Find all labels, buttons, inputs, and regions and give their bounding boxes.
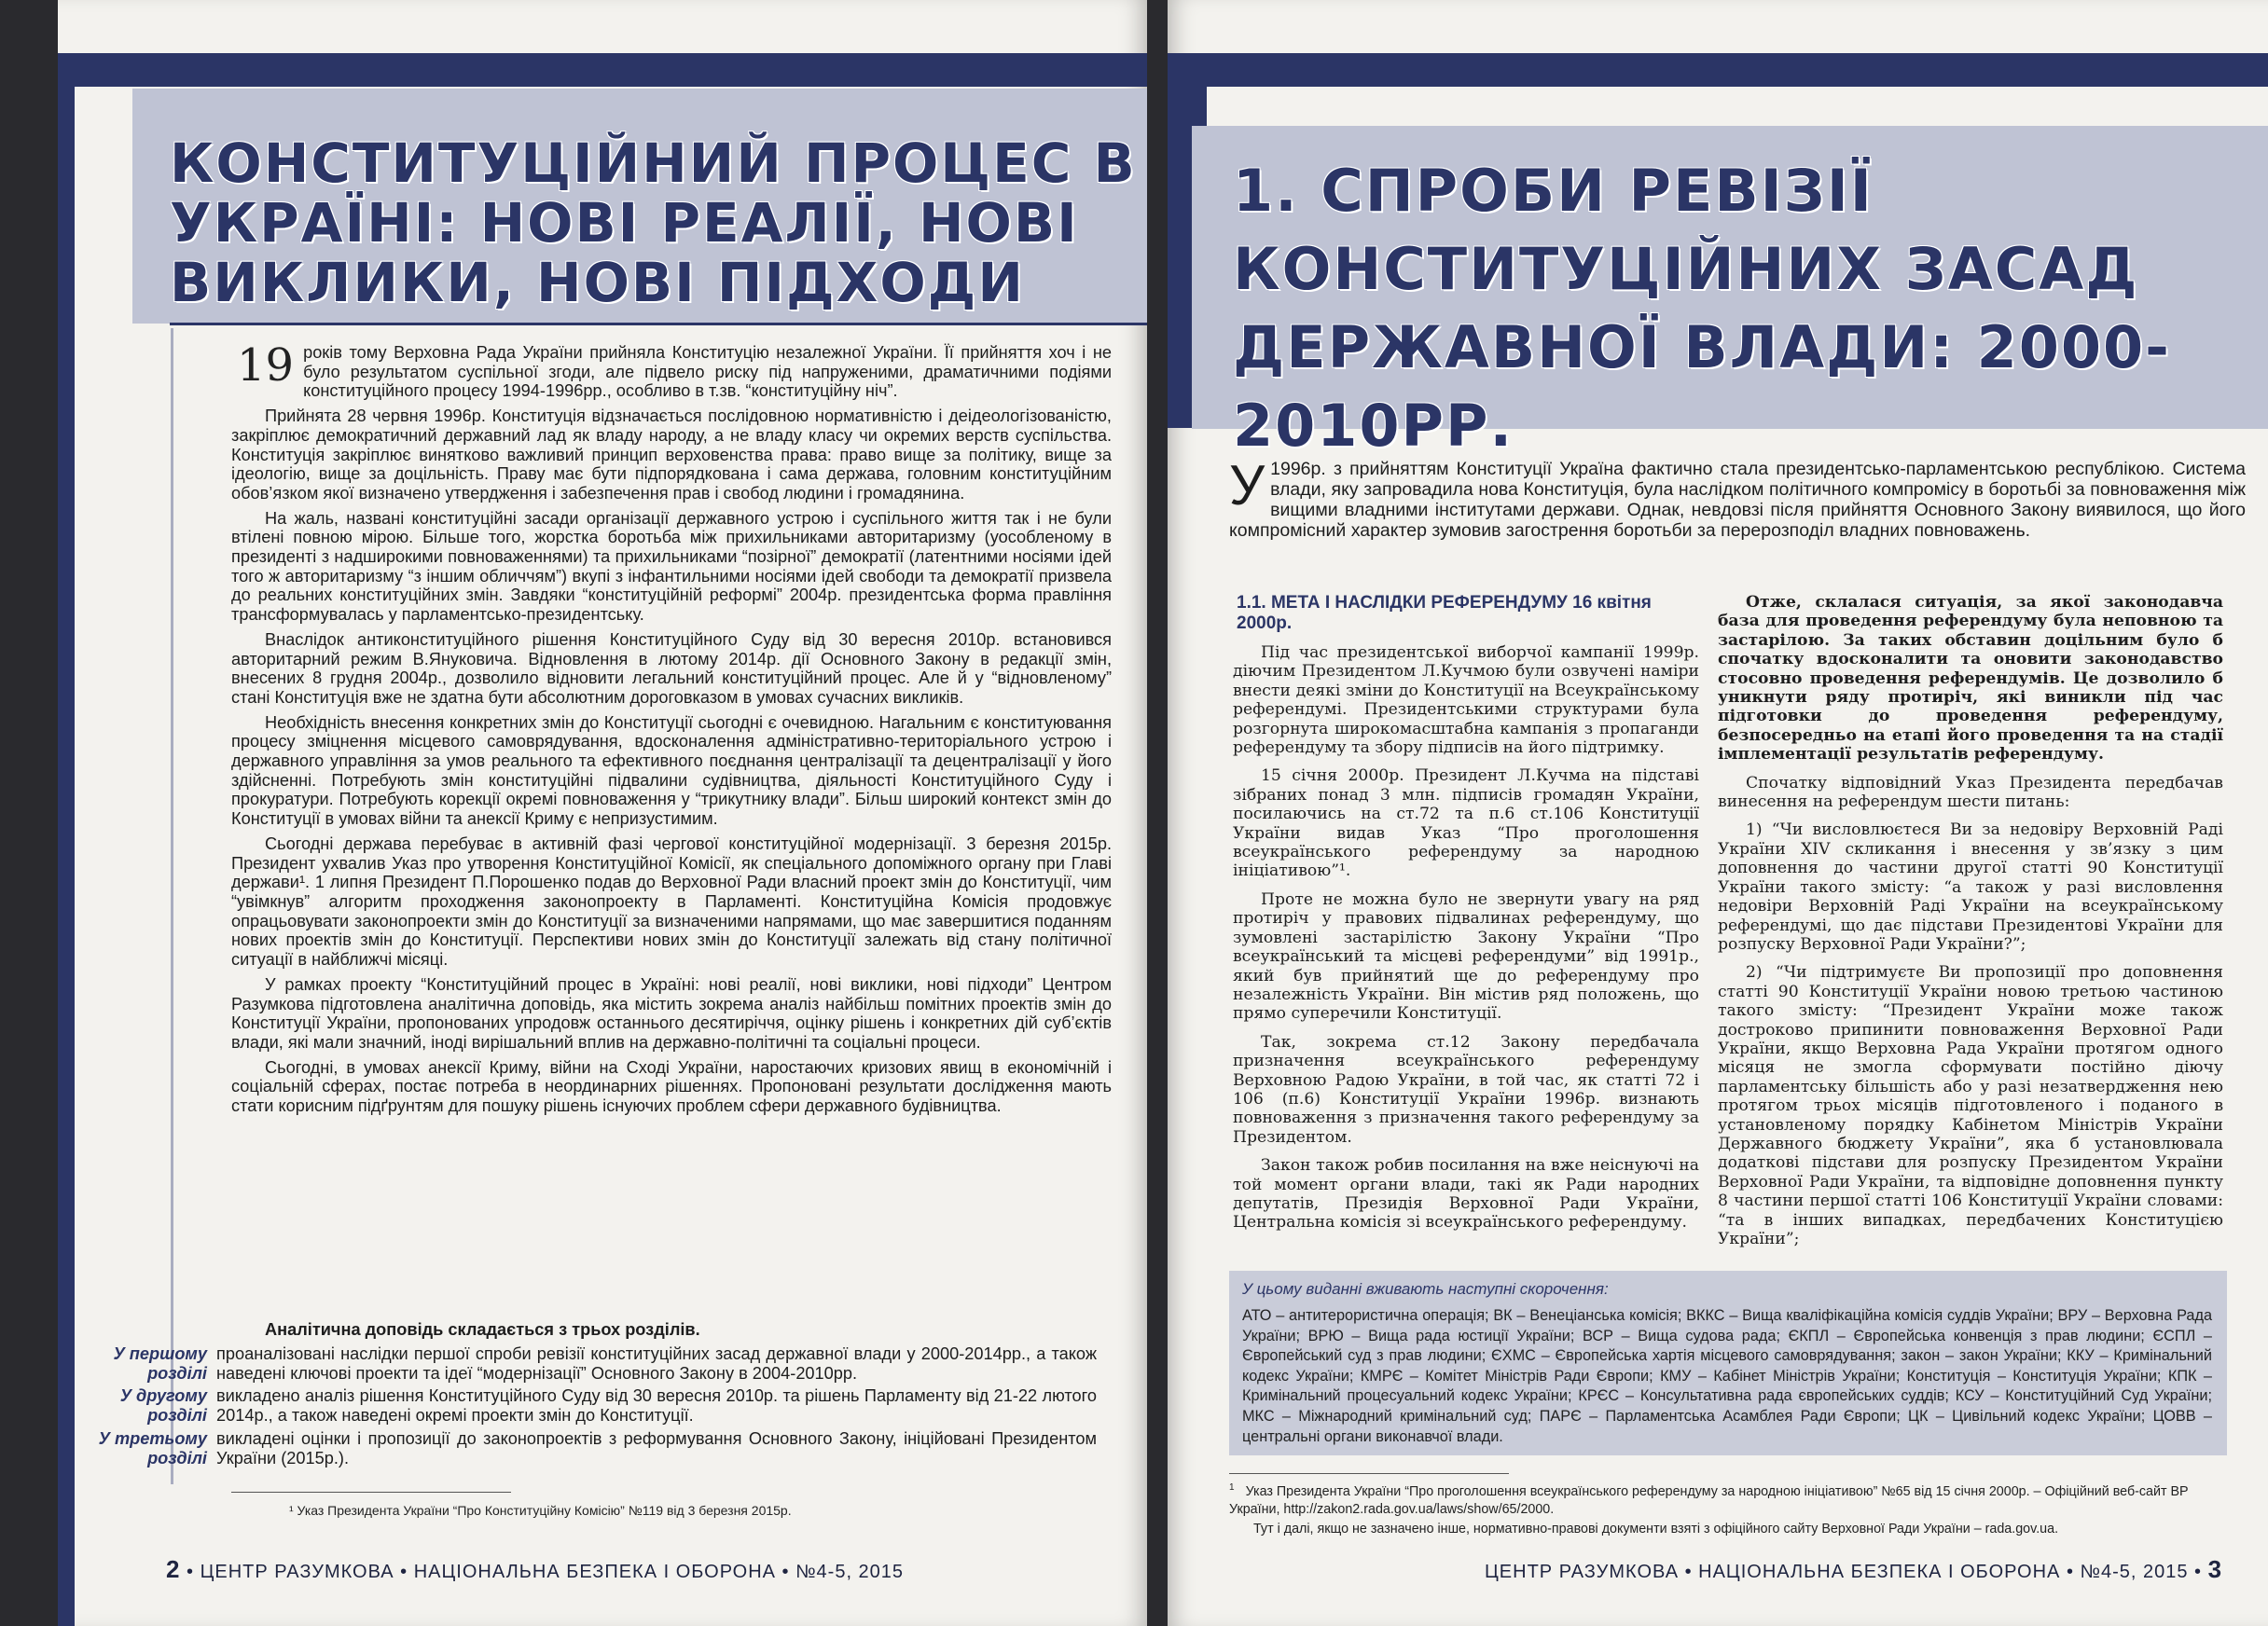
paragraph: Сьогодні, в умовах анексії Криму, війни на Сході України, наростаючих кризових явищ в економічній і соціальній сферах, постає потреба в неординарних рішеннях. Пропоновані результати дослідження мають стати корисним підґрунтям для пошуку рішень існуючих проблем сфери державного будівництва.	[231, 1057, 1112, 1116]
footnote: $^1$ Указ Президента України “Про проголошення всеукраїнського референдуму за народною ініціативою” №65 від 15 січня 2000р. – Офіційний веб-сайт ВР України, http://zakon2.rada.gov.ua/laws/show/65/2000.	[1229, 1482, 2189, 1517]
drop-cap: У	[1229, 454, 1265, 517]
title-rule	[170, 323, 1147, 325]
page-footer	[1485, 1555, 2222, 1584]
section-label: У першому розділі	[113, 1344, 207, 1383]
page-footer	[166, 1555, 904, 1584]
footer-text: • ЦЕНТР РАЗУМКОВА • НАЦІОНАЛЬНА БЕЗПЕКА І ОБОРОНА • №4-5, 2015	[187, 1562, 905, 1582]
section-text: проаналізовані наслідки першої спроби ревізії конституційних засад державної влади у 2000-2014рр., а також наведені ключові проекти та ідеї “модернізації” Основного Закону в 2004-2010рр.	[216, 1344, 1097, 1383]
bold-paragraph: Отже, склалася ситуація, за якої законодавча база для проведення референдуму була неповною та застарілою. За таких обставин доцільним було б спочатку вдосконалити та оновити законодавство стосовно проведення референдумів. Це дозволило б уникнути ряду протиріч, які виникли під час підготовки до проведення референдуму, безпосередньо на етапі його проведення та на стадії імплементації результатів референдуму.	[1718, 593, 2223, 765]
footnotes	[1229, 1479, 2227, 1540]
top-bar	[58, 53, 1147, 87]
top-bar	[1168, 53, 2268, 87]
paragraph: У рамках проекту “Конституційний процес в Україні: нові реалії, нові виклики, нові підходи” Центром Разумкова підготовлена аналітична доповідь, яка містить зокрема аналіз найбільш помітних проектів змін до Конституції України, пропонованих упродовж останнього десятиріччя, оцінку рішень і конкретних дій суб’єктів влади, які мали значний, іноді вирішальний вплив на державно-політичні та соціальні процеси.	[231, 974, 1112, 1052]
section-label: У третьому розділі	[98, 1428, 207, 1468]
paragraph: 2) “Чи підтримуєте Ви пропозиції про доповнення статті 90 Конституції України новою третьою частиною такого змісту: “Президент України може також достроково припинити повноваження Верховної Ради України, якщо Верховна Рада України протягом одного місяця не змогла сформувати постійно діючу парламентську більшість або у разі незатвердження нею протягом трьох місяців підготовленого і поданого в установленому порядку Кабінетом Міністрів України Державного бюджету України”, яка б установлювала додаткові підстави для розпуску Президентом України Верховної Ради України, та відповідне доповнення пункту 8 частини першої статті 106 Конституції України словами: “та в інших випадках, передбачених Конституцією України”;	[1718, 963, 2223, 1248]
margin-line	[171, 328, 173, 1484]
abbreviations-box	[1229, 1271, 2227, 1455]
column-left	[1233, 643, 1699, 1242]
left-page	[58, 0, 1147, 1626]
sections-list	[86, 1344, 1112, 1471]
paragraph: Під час президентської виборчої кампанії 1999р. діючим Президентом Л.Кучмою були озвучені наміри внести деякі зміни до Конституції на Всеукраїнському референдумі. Президентськими структурами була розгорнута широкомасштабна кампанія з пропаганди референдуму та збору підписів на його підтримку.	[1233, 643, 1699, 758]
footnote-rule	[1229, 1473, 1509, 1474]
section-row	[86, 1344, 1112, 1383]
paragraph: Внаслідок антиконституційного рішення Конституційного Суду від 30 вересня 2010р. встановився авторитарний режим В.Януковича. Відновлення в лютому 2014р. дії Основного Закону в редакції змін, внесених 8 грудня 2004р., дозволило відновити легальний конституційний процес. Але й у “відновленому” стані Конституція вже не здатна бути абсолютним дороговказом в умовах сучасних викликів.	[231, 629, 1112, 707]
page-number: 2	[166, 1555, 181, 1583]
footnote: Тут і далі, якщо не зазначено інше, нормативно-правові документи взяті з офіційного сайту Верховної Ради України – rada.gov.ua.	[1253, 1521, 2059, 1536]
paragraph: 15 січня 2000р. Президент Л.Кучма на підставі зібраних понад 3 млн. підписів громадян України, посилаючись на ст.72 та п.6 ст.106 Конституції України видав Указ “Про проголошення всеукраїнського референдуму за народною ініціативою”¹.	[1233, 766, 1699, 881]
paragraph: На жаль, названі конституційні засади організації державного устрою і суспільного життя так і не були втілені повною мірою. Більше того, жорстка боротьба між прихильниками авторитаризму (уособленому в президенті з надширокими повноваженнями) та прихильниками “позірної” демократії (латентними носіями ідей того ж авторитаризму “з іншим обличчям”) вкупі з інфантильними носіями ідей свободи та демократії призвела до реальних конституційних змін. Завдяки “конституційній реформі” 2004р. президентська форма правління трансформувалась у парламентсько-президентську.	[231, 508, 1112, 625]
intro-paragraph: У 1996р. з прийняттям Конституції Україна фактично стала президентсько-парламентською республікою. Система влади, яку запровадила нова Конституція, була наслідком політичного компромісу в боротьбі за повноваження між вищими владними інститутами держави. Однак, невдовзі після прийняття Основного Закону виявилося, що його компромісний характер зумовив загострення боротьби за перерозподіл владних повноважень.	[1229, 454, 2246, 541]
column-right	[1718, 593, 2223, 1258]
section-label: У другому розділі	[119, 1386, 207, 1426]
footnote-rule	[231, 1492, 511, 1493]
paragraph: Сьогодні держава перебуває в активній фазі чергової конституційної модернізації. 3 березня 2015р. Президент ухвалив Указ про утворення Конституційної Комісії, як спеціального допоміжного органу при Главі держави¹. 1 липня Президент П.Порошенко подав до Верховної Ради власний проект змін до Конституції, чим “увімкнув” алгоритм проходження законопроекту в Парламенті. Конституційна Комісія продовжує опрацьовувати законопроекти змін до Конституції за визначеними напрямами, що має завершитися поданням нових проектів змін до Конституції. Перспективи нових змін до Конституції залежать від стану політичної ситуації в найближчі місяці.	[231, 834, 1112, 970]
structure-intro	[231, 1315, 1112, 1345]
section-row	[86, 1429, 1112, 1468]
right-page	[1168, 0, 2268, 1626]
section-text: викладено аналіз рішення Конституційного Суду від 30 вересня 2010р. та рішень Парламенту від 21-22 лютого 2014р., а також наведені окремі проекти змін до Конституції.	[216, 1386, 1097, 1426]
abbreviations-text: АТО – антитерористична операція; ВК – Венеціанська комісія; ВККС – Вища кваліфікаційна комісія суддів України; ВРУ – Верховна Рада України; ВРЮ – Вища рада юстиції України; ВСР – Вища судова рада; ЄКПЛ – Європейська конвенція з прав людини; ЄСПЛ – Європейський суд з прав людини; ЄХМС – Європейська хартія місцевого самоврядування; закон – закон України; ККУ – Кримінальний кодекс України; КМРЄ – Комітет Міністрів Ради Європи; КМУ – Кабінет Міністрів України; Конституція – Конституція України; КПК – Кримінальний процесуальний кодекс України; КРЄС – Консультативна рада європейських суддів; КСУ – Конституційний Суд України; МКС – Міжнародний кримінальний суд; ПАРЄ – Парламентська Асамблея Ради Європи; ЦК – Цивільний кодекс України; ЦОВВ – центральні органи виконавчої влади.	[1242, 1307, 2212, 1445]
paragraph: Спочатку відповідний Указ Президента передбачав винесення на референдум шести питань:	[1718, 773, 2223, 812]
abbreviations-heading: У цьому виданні вживають наступні скорочення:	[1242, 1280, 1609, 1298]
left-stripe	[58, 53, 75, 1626]
subsection-heading: 1.1. МЕТА І НАСЛІДКИ РЕФЕРЕНДУМУ 16 квітня 2000р.	[1237, 593, 1652, 633]
paragraph: 1) “Чи висловлюєтеся Ви за недовіру Верховній Раді України XIV скликання і внесення у зв’язку з цим доповнення до частини другої статті 90 Конституції України такого змісту: “а також у разі висловлення недовіри Верховній Раді України на всеукраїнському референдумі, що дає підстави Президентові України для розпуску Верховної Ради України?”;	[1718, 820, 2223, 954]
footnote: ¹ Указ Президента України “Про Конституційну Комісію” №119 від 3 березня 2015р.	[289, 1503, 792, 1518]
footer-text: ЦЕНТР РАЗУМКОВА • НАЦІОНАЛЬНА БЕЗПЕКА І ОБОРОНА • №4-5, 2015 •	[1485, 1562, 2203, 1582]
paragraph: Закон також робив посилання на вже неіснуючі на той момент органи влади, такі як Ради народних депутатів, Президія Верховної Ради України, Центральна комісія зі всеукраїнського референдуму.	[1233, 1156, 1699, 1233]
section-row	[86, 1386, 1112, 1425]
page-number: 3	[2207, 1555, 2223, 1583]
bold-line: Аналітична доповідь складається з трьох розділів.	[265, 1320, 700, 1339]
paragraph: 19 років тому Верховна Рада України прийняла Конституцію незалежної України. Її прийняття хоч і не було результатом суспільної згоди, але підвело риску під напруженими, драматичними подіями конституційного процесу 1994-1996рр., особливо в т.зв. “конституційну ніч”.	[237, 339, 1112, 401]
page-title: КОНСТИТУЦІЙНИЙ ПРОЦЕС В УКРАЇНІ: НОВІ РЕАЛІЇ, НОВІ ВИКЛИКИ, НОВІ ПІДХОДИ	[170, 131, 1137, 314]
paragraph: Необхідність внесення конкретних змін до Конституції сьогодні є очевидною. Нагальним є конституювання процесу зміцнення місцевого самоврядування, вдосконалення адміністративно-територіального устрою і державного управління за умов реального та ефективного поєднання централізації та децентралізації у його здійсненні. Потребують змін конституційні підвалини судівництва, діяльності Конституційного Суду і прокуратури. Потребують корекції окремі повноваження у “трикутнику влади”. Більш широкий контекст змін до Конституції в умовах війни та анексії Криму є непризустимим.	[231, 712, 1112, 829]
drop-cap: 19	[237, 339, 295, 392]
section-text: викладені оцінки і пропозиції до законопроектів з реформування Основного Закону, ініційовані Президентом України (2015р.).	[216, 1428, 1097, 1468]
article-body	[231, 339, 1112, 1122]
paragraph: Так, зокрема ст.12 Закону передбачала призначення всеукраїнського референдуму Верховною Радою України, в той час, як статті 72 і 106 (п.6) Конституції України 1996р. визнають повноваження з призначення такого референдуму за Президентом.	[1233, 1032, 1699, 1147]
paragraph: Прийнята 28 червня 1996р. Конституція відзначається послідовною нормативністю і деідеологізованістю, закріплює демократичний державний лад як владу народу, а не владу класу чи окремих верств суспільства. Конституція закріплює винятково важливий принцип верховенства права: право вище за політику, вище за ідеологію, вище за доцільність. Праву має бути підпорядкована і сама держава, головним конституційним обов’язком якої визначено утвердження і забезпечення прав і свобод людини і громадянина.	[231, 406, 1112, 503]
paragraph: Проте не можна було не звернути увагу на ряд протиріч у правових підвалинах референдуму, що зумовлені застарілістю Закону України “Про всеукраїнський та місцеві референдуми” від 1991р., який був прийнятий ще до референдуму про незалежність України. Він містив ряд положень, що прямо суперечили Конституції.	[1233, 889, 1699, 1024]
section-title: 1. СПРОБИ РЕВІЗІЇ КОНСТИТУЦІЙНИХ ЗАСАД ДЕРЖАВНОЇ ВЛАДИ: 2000-2010РР.	[1233, 157, 2171, 460]
